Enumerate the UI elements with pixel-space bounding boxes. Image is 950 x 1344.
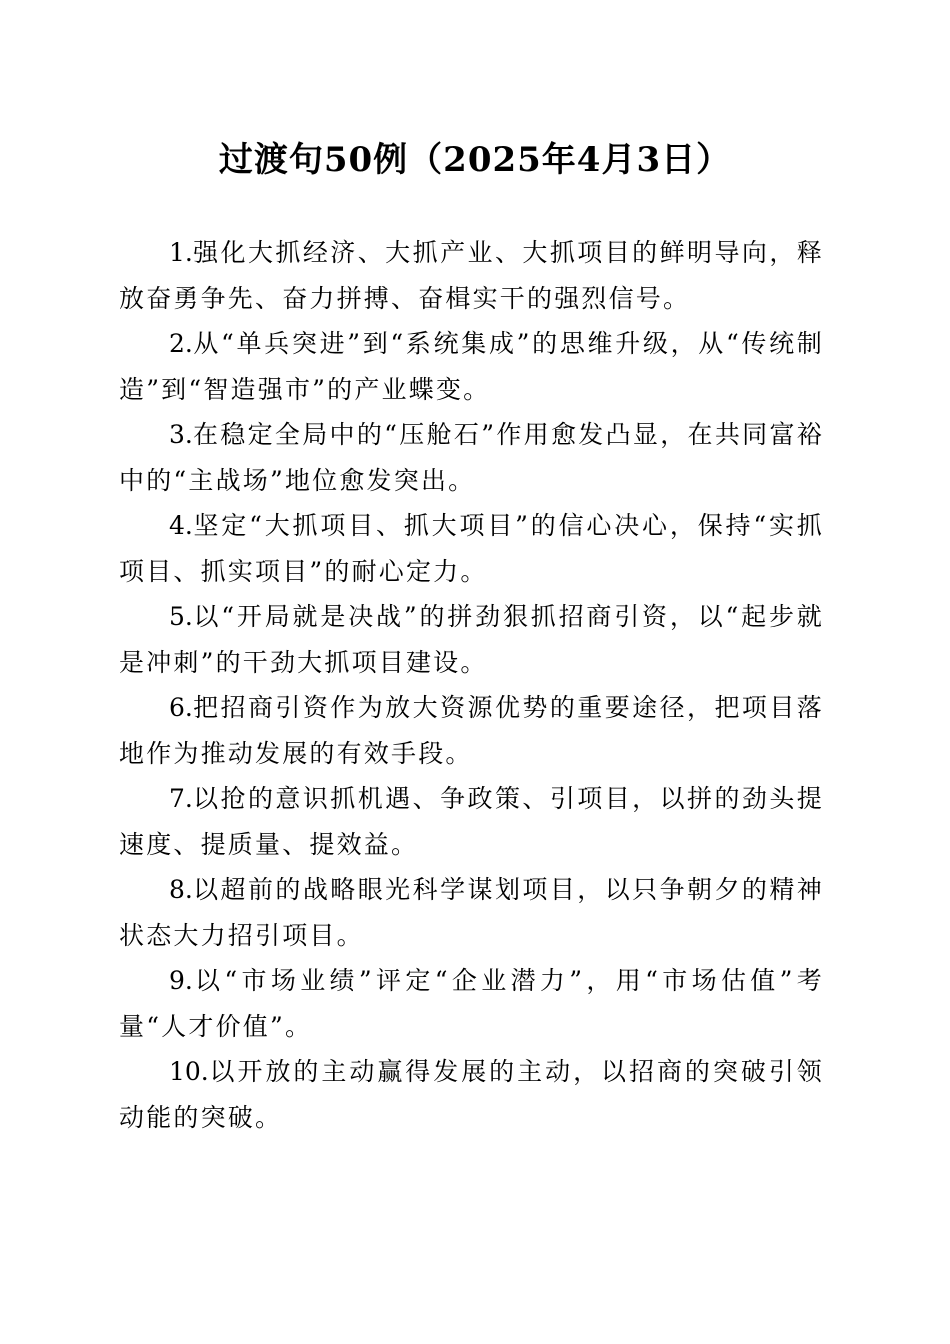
document-title: 过渡句50例（2025年4月3日） <box>218 140 732 180</box>
item-number: 8. <box>169 875 193 904</box>
list-item <box>119 958 824 1049</box>
item-text: 以“开局就是决战”的拼劲狠抓招商引资，以“起步就是冲刺”的干劲大抓项目建设。 <box>119 602 824 677</box>
list-item <box>119 321 824 412</box>
item-number: 6. <box>169 693 193 722</box>
item-number: 2. <box>169 329 193 358</box>
item-text: 以“市场业绩”评定“企业潜力”，用“市场估值”考量“人才价值”。 <box>119 966 824 1041</box>
item-text: 以抢的意识抓机遇、争政策、引项目，以拼的劲头提速度、提质量、提效益。 <box>119 784 824 859</box>
list-item <box>119 867 824 958</box>
item-number: 3. <box>169 420 193 449</box>
list-item <box>119 230 824 321</box>
item-text: 从“单兵突进”到“系统集成”的思维升级，从“传统制造”到“智造强市”的产业蝶变。 <box>119 329 824 404</box>
item-number: 1. <box>169 238 193 267</box>
item-text: 在稳定全局中的“压舱石”作用愈发凸显，在共同富裕中的“主战场”地位愈发突出。 <box>119 420 824 495</box>
document-body <box>119 230 824 1140</box>
item-number: 9. <box>169 966 193 995</box>
list-item <box>119 412 824 503</box>
list-item <box>119 1049 824 1140</box>
item-number: 4. <box>169 511 193 540</box>
item-text: 坚定“大抓项目、抓大项目”的信心决心，保持“实抓项目、抓实项目”的耐心定力。 <box>119 511 824 586</box>
item-number: 5. <box>169 602 193 631</box>
list-item <box>119 503 824 594</box>
item-number: 10. <box>169 1057 209 1086</box>
list-item <box>119 776 824 867</box>
item-text: 强化大抓经济、大抓产业、大抓项目的鲜明导向，释放奋勇争先、奋力拼搏、奋楫实干的强烈信号。 <box>119 238 824 313</box>
list-item <box>119 685 824 776</box>
item-text: 以开放的主动赢得发展的主动，以招商的突破引领动能的突破。 <box>119 1057 824 1132</box>
item-number: 7. <box>169 784 193 813</box>
list-item <box>119 594 824 685</box>
item-text: 以超前的战略眼光科学谋划项目，以只争朝夕的精神状态大力招引项目。 <box>119 875 824 950</box>
item-text: 把招商引资作为放大资源优势的重要途径，把项目落地作为推动发展的有效手段。 <box>119 693 824 768</box>
